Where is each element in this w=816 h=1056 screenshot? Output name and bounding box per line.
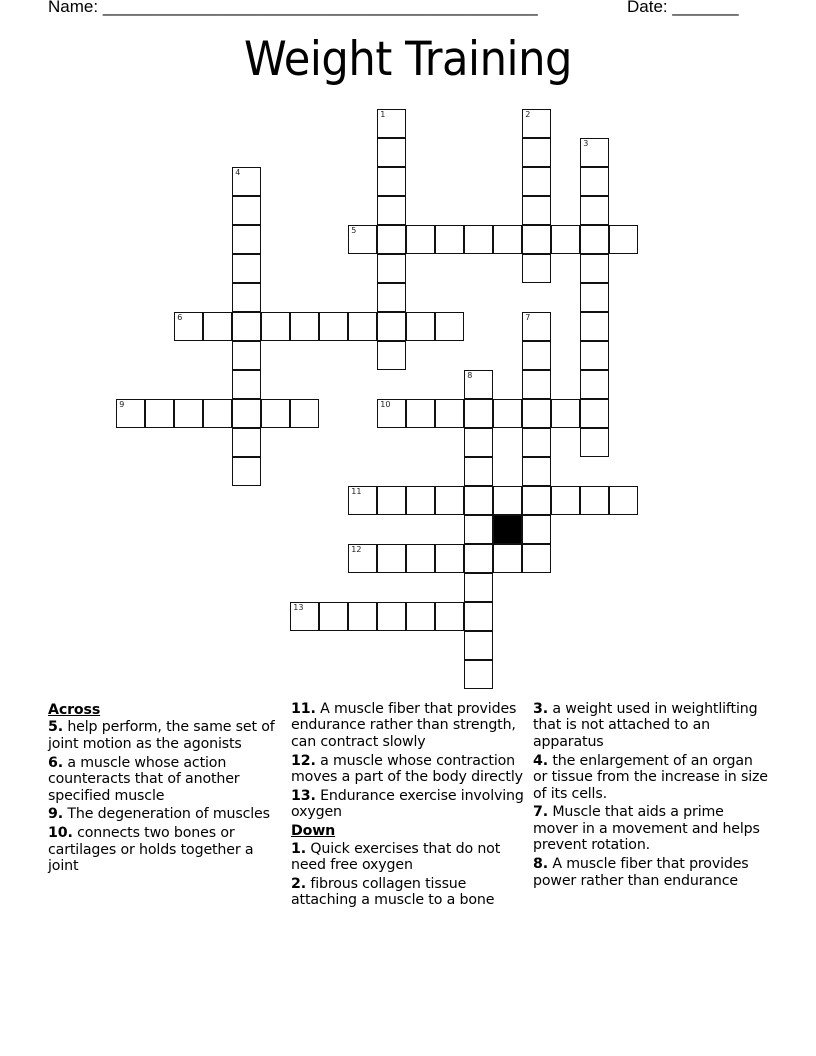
- grid-cell[interactable]: [377, 109, 406, 138]
- grid-cell[interactable]: [232, 457, 261, 486]
- grid-cell[interactable]: [464, 486, 493, 515]
- grid-cell[interactable]: [406, 225, 435, 254]
- clue-number: 3.: [533, 701, 548, 717]
- grid-cell[interactable]: [580, 167, 609, 196]
- clue-number: 1.: [291, 840, 306, 857]
- grid-cell[interactable]: [464, 428, 493, 457]
- grid-cell[interactable]: [580, 196, 609, 225]
- grid-cell[interactable]: [464, 457, 493, 486]
- grid-cell[interactable]: [522, 370, 551, 399]
- grid-cell[interactable]: [406, 399, 435, 428]
- clue-number: 7.: [533, 804, 548, 821]
- grid-cell[interactable]: [580, 341, 609, 370]
- clue-text: Quick exercises that do not need free oxygen: [291, 840, 501, 874]
- cell-number: 5: [351, 226, 357, 236]
- clue-number: 8.: [533, 856, 548, 873]
- grid-cell[interactable]: [377, 341, 406, 370]
- grid-cell[interactable]: [435, 225, 464, 254]
- grid-cell[interactable]: [377, 167, 406, 196]
- grid-cell[interactable]: [406, 544, 435, 573]
- grid-cell[interactable]: [522, 457, 551, 486]
- grid-cell[interactable]: [348, 602, 377, 631]
- grid-cell[interactable]: [145, 399, 174, 428]
- grid-cell[interactable]: [319, 602, 348, 631]
- grid-cell[interactable]: [203, 399, 232, 428]
- clue-across-9: [48, 806, 280, 822]
- cell-number: 10: [380, 400, 391, 410]
- name-blank[interactable]: ______________________________________________: [102, 0, 538, 16]
- grid-cell[interactable]: [261, 399, 290, 428]
- grid-cell[interactable]: [232, 196, 261, 225]
- clue-text: help perform, the same set of joint motion as the agonists: [48, 719, 275, 752]
- grid-cell[interactable]: [232, 341, 261, 370]
- grid-cell[interactable]: [551, 486, 580, 515]
- clue-number: 10.: [48, 825, 73, 842]
- grid-cell[interactable]: [551, 399, 580, 428]
- grid-cell[interactable]: [522, 196, 551, 225]
- date-label: Date:: [627, 0, 668, 16]
- grid-cell[interactable]: [580, 283, 609, 312]
- grid-cell[interactable]: [290, 399, 319, 428]
- grid-cell[interactable]: [580, 428, 609, 457]
- grid-cell[interactable]: [232, 370, 261, 399]
- clue-text: The degeneration of muscles: [67, 806, 270, 823]
- date-blank[interactable]: _______: [672, 0, 739, 16]
- grid-cell[interactable]: [406, 486, 435, 515]
- grid-cell[interactable]: [377, 283, 406, 312]
- grid-cell[interactable]: [522, 486, 551, 515]
- grid-cell[interactable]: [580, 486, 609, 515]
- grid-cell[interactable]: [580, 138, 609, 167]
- grid-cell[interactable]: [406, 312, 435, 341]
- grid-cell[interactable]: [522, 428, 551, 457]
- down-heading: Down: [291, 823, 336, 840]
- grid-cell[interactable]: [522, 138, 551, 167]
- clue-number: 9.: [48, 806, 63, 823]
- grid-cell[interactable]: [348, 225, 377, 254]
- grid-cell[interactable]: [580, 312, 609, 341]
- grid-cell[interactable]: [377, 225, 406, 254]
- grid-cell[interactable]: [290, 602, 319, 631]
- cell-number: 4: [235, 168, 241, 178]
- grid-cell[interactable]: [377, 254, 406, 283]
- grid-cell[interactable]: [377, 196, 406, 225]
- clue-across-6: [48, 755, 280, 804]
- grid-cell[interactable]: [609, 225, 638, 254]
- grid-cell[interactable]: [435, 544, 464, 573]
- grid-cell[interactable]: [580, 225, 609, 254]
- grid-cell[interactable]: [522, 109, 551, 138]
- grid-cell[interactable]: [290, 312, 319, 341]
- clue-text: A muscle fiber that provides endurance rather than strength, can contract slowly: [291, 701, 517, 750]
- grid-cell[interactable]: [435, 399, 464, 428]
- clue-down-8: [533, 856, 769, 889]
- grid-cell[interactable]: [377, 399, 406, 428]
- grid-cell[interactable]: [406, 602, 435, 631]
- grid-cell[interactable]: [522, 515, 551, 544]
- grid-cell[interactable]: [464, 225, 493, 254]
- clue-text: a muscle whose contraction moves a part of the body directly: [291, 752, 523, 786]
- clue-text: A muscle fiber that provides power rather than endurance: [533, 856, 749, 889]
- clue-down-4: [533, 753, 769, 802]
- grid-cell[interactable]: [464, 515, 493, 544]
- grid-cell[interactable]: [232, 167, 261, 196]
- clue-number: 5.: [48, 719, 63, 736]
- clue-down-7: [533, 804, 769, 853]
- page-title: Weight Training: [243, 32, 573, 87]
- grid-cell[interactable]: [580, 399, 609, 428]
- across-heading: Across: [48, 702, 101, 718]
- grid-cell[interactable]: [377, 544, 406, 573]
- grid-cell[interactable]: [522, 254, 551, 283]
- clue-down-2: [291, 876, 527, 909]
- clue-number: 12.: [291, 752, 316, 769]
- grid-cell[interactable]: [580, 370, 609, 399]
- grid-cell[interactable]: [464, 573, 493, 602]
- cell-number: 13: [293, 603, 304, 613]
- name-label: Name:: [48, 0, 99, 16]
- grid-cell[interactable]: [174, 312, 203, 341]
- grid-cell[interactable]: [348, 312, 377, 341]
- grid-cell[interactable]: [232, 399, 261, 428]
- cell-number: 2: [525, 110, 531, 120]
- clue-number: 11.: [291, 701, 316, 717]
- grid-cell[interactable]: [493, 225, 522, 254]
- grid-cell[interactable]: [464, 602, 493, 631]
- clue-text: a weight used in weightlifting that is not attached to an apparatus: [533, 701, 758, 750]
- grid-cell[interactable]: [464, 544, 493, 573]
- cell-number: 3: [583, 139, 589, 149]
- grid-cell[interactable]: [493, 399, 522, 428]
- grid-cell[interactable]: [348, 486, 377, 515]
- grid-cell[interactable]: [580, 254, 609, 283]
- grid-cell[interactable]: [522, 544, 551, 573]
- grid-cell[interactable]: [609, 486, 638, 515]
- clue-text: a muscle whose action counteracts that of another specified muscle: [48, 754, 240, 804]
- cell-number: 11: [351, 487, 362, 497]
- grid-cell[interactable]: [493, 544, 522, 573]
- grid-cell[interactable]: [464, 370, 493, 399]
- grid-cell[interactable]: [522, 312, 551, 341]
- clue-across-10: [48, 825, 280, 874]
- grid-cell[interactable]: [319, 312, 348, 341]
- grid-cell[interactable]: [377, 602, 406, 631]
- clues-column-1: [48, 701, 280, 877]
- cell-number: 12: [351, 545, 362, 555]
- cell-number: 6: [177, 313, 183, 323]
- grid-cell[interactable]: [232, 225, 261, 254]
- grid-cell[interactable]: [261, 312, 290, 341]
- clue-text: fibrous collagen tissue attaching a muscle to a bone: [291, 876, 495, 909]
- grid-cell[interactable]: [464, 399, 493, 428]
- grid-cell[interactable]: [377, 138, 406, 167]
- clue-down-1: [291, 841, 527, 874]
- grid-cell[interactable]: [232, 283, 261, 312]
- cell-number: 1: [380, 110, 386, 120]
- black-cell: [493, 515, 522, 544]
- clue-text: connects two bones or cartilages or holds together a joint: [48, 825, 254, 875]
- grid-cell[interactable]: [551, 225, 580, 254]
- clue-number: 2.: [291, 876, 306, 893]
- grid-cell[interactable]: [493, 486, 522, 515]
- clue-text: the enlargement of an organ or tissue from the increase in size of its cells.: [533, 752, 768, 802]
- clue-across-5: [48, 719, 280, 752]
- clue-text: Muscle that aids a prime mover in a movement and helps prevent rotation.: [533, 804, 760, 854]
- grid-cell[interactable]: [116, 399, 145, 428]
- grid-cell[interactable]: [464, 631, 493, 660]
- clues-column-2: [291, 701, 527, 911]
- clue-number: 13.: [291, 788, 316, 805]
- grid-cell[interactable]: [232, 428, 261, 457]
- grid-cell[interactable]: [522, 341, 551, 370]
- grid-cell[interactable]: [464, 660, 493, 689]
- clue-number: 4.: [533, 752, 548, 769]
- clue-text: Endurance exercise involving oxygen: [291, 788, 524, 821]
- grid-cell[interactable]: [522, 225, 551, 254]
- clues-column-3: [533, 701, 769, 891]
- cell-number: 7: [525, 313, 531, 323]
- grid-cell[interactable]: [203, 312, 232, 341]
- grid-cell[interactable]: [435, 486, 464, 515]
- clue-number: 6.: [48, 754, 63, 771]
- grid-cell[interactable]: [232, 254, 261, 283]
- grid-cell[interactable]: [232, 312, 261, 341]
- grid-cell[interactable]: [522, 399, 551, 428]
- grid-cell[interactable]: [348, 544, 377, 573]
- clue-down-3: [533, 701, 769, 750]
- grid-cell[interactable]: [435, 312, 464, 341]
- grid-cell[interactable]: [377, 312, 406, 341]
- grid-cell[interactable]: [377, 486, 406, 515]
- grid-cell[interactable]: [522, 167, 551, 196]
- cell-number: 8: [467, 371, 473, 381]
- clue-across-12: [291, 753, 527, 786]
- clue-across-11: [291, 701, 527, 750]
- grid-cell[interactable]: [174, 399, 203, 428]
- cell-number: 9: [119, 400, 125, 410]
- clue-across-13: [291, 788, 527, 821]
- grid-cell[interactable]: [435, 602, 464, 631]
